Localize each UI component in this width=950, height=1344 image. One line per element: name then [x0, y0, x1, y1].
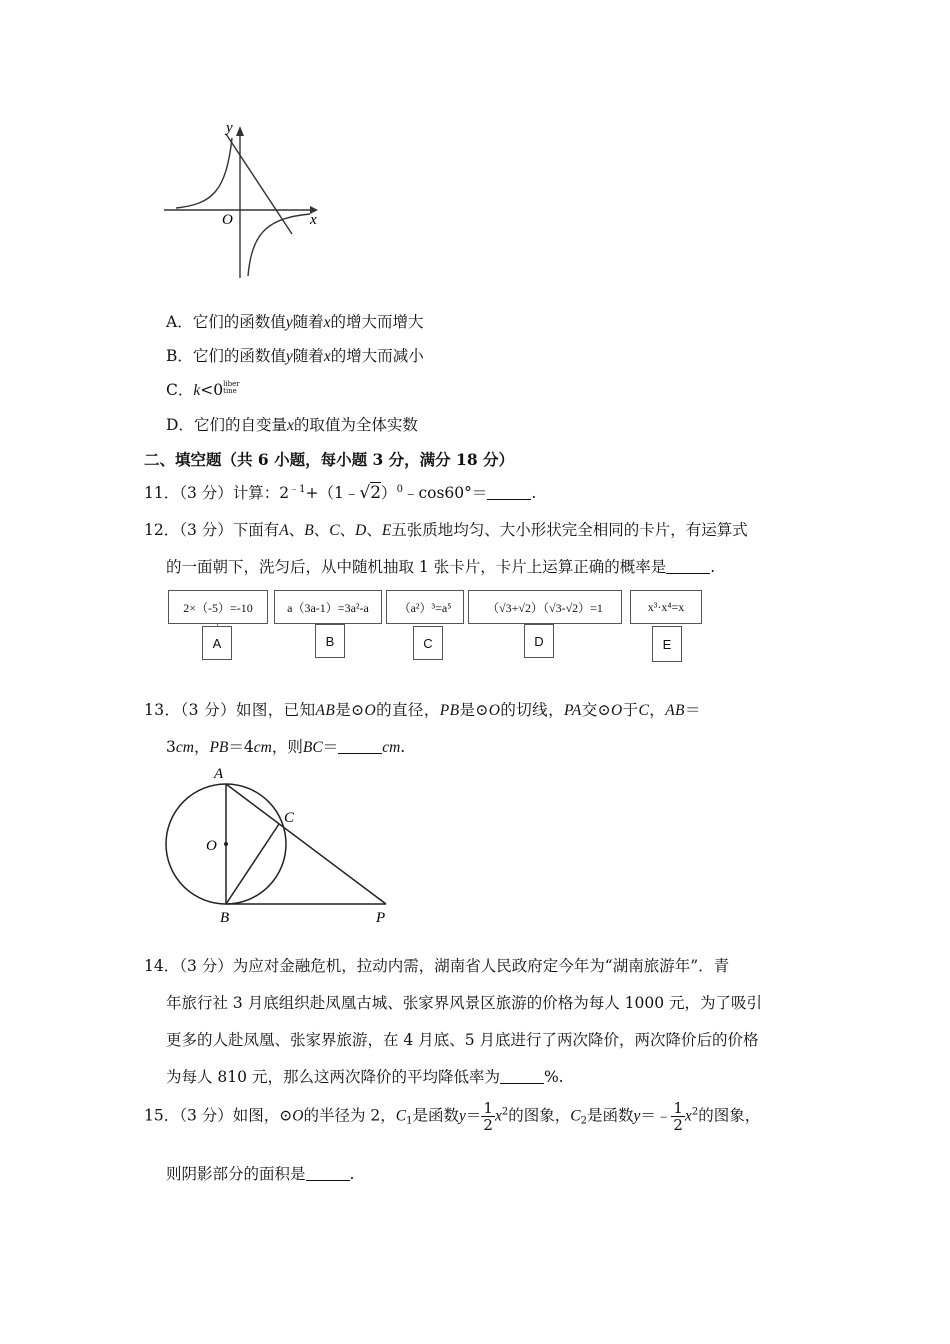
function-graph [160, 118, 330, 283]
option-b[interactable]: B．它们的函数值y随着x的增大而减小 [166, 347, 424, 365]
answer-blank[interactable] [487, 485, 531, 500]
label-b: B [220, 910, 230, 926]
x-axis-label: x [310, 212, 317, 228]
card-d-label: D [524, 624, 554, 658]
card-e-label: E [652, 626, 682, 662]
card-d-expression: （√3+√2）（√3-√2）=1 [468, 590, 622, 624]
card-e-expression: x³·x⁴=x [630, 590, 702, 624]
question-14-line1: 14．（3 分）为应对金融危机，拉动内需，湖南省人民政府定今年为“湖南旅游年”．青 [144, 957, 730, 975]
fraction: $\frac{1}{2}$ [483, 1099, 493, 1134]
option-c[interactable]: C．k<0 liber tine [166, 380, 240, 399]
question-15-line1: 15．（3 分）如图，⊙O的半径为 2，$C_1$是函数y＝ $\frac{1}{2}$ $x^2$的图象，$C_2$是函数y＝﹣ $\frac{1}{2}$ $x^2$的图象， [144, 1099, 761, 1134]
card-b-expression: a（3a-1）=3a²-a [274, 590, 382, 624]
question-13-line1: 13．（3 分）如图，已知AB是⊙O的直径，PB是⊙O的切线，PA交⊙O于C，AB＝ [144, 701, 701, 719]
origin-label: O [222, 212, 233, 228]
question-11: 11．（3 分）计算：$2^{﹣1}+(1﹣√2)^0﹣\cos 60^\circ=$ . [144, 483, 537, 503]
card-c-expression: （a²）³=a⁵ [386, 590, 464, 624]
question-12-line2: 的一面朝下，洗匀后，从中随机抽取 1 张卡片，卡片上运算正确的概率是 . [166, 558, 716, 576]
y-axis-arrow [236, 126, 244, 136]
question-13-line2: 3cm，PB＝4cm，则BC＝ cm. [166, 738, 406, 756]
label-c: C [284, 810, 295, 826]
fraction: $\frac{1}{2}$ [673, 1099, 683, 1134]
hyperbola-branch-right [248, 214, 310, 276]
linear-function-line [226, 134, 292, 234]
option-d[interactable]: D．它们的自变量x的取值为全体实数 [166, 416, 418, 434]
question-14-line3: 更多的人赴凤凰、张家界旅游，在 4 月底、5 月底进行了两次降价，两次降价后的价格 [166, 1031, 759, 1049]
answer-blank[interactable] [666, 559, 710, 574]
text-artifact: liber tine [223, 380, 240, 395]
answer-blank[interactable] [306, 1166, 350, 1181]
y-axis-label: y [226, 120, 233, 136]
answer-blank[interactable] [500, 1069, 544, 1084]
card-c-label: C [413, 626, 443, 660]
card-b-label: B [315, 624, 345, 658]
label-o: O [206, 838, 217, 854]
question-14-line4: 为每人 810 元，那么这两次降价的平均降低率为 %. [166, 1068, 564, 1086]
question-15-line2: 则阴影部分的面积是 . [166, 1165, 355, 1183]
sqrt-symbol: √ [359, 483, 371, 503]
section-title: 二、填空题（共 6 小题，每小题 3 分，满分 18 分） [144, 450, 515, 469]
question-14-line2: 年旅行社 3 月底组织赴凤凰古城、张家界风景区旅游的价格为每人 1000 元，为了吸引 [166, 994, 763, 1012]
circle-tangent-figure [160, 762, 400, 930]
chord-bc [226, 824, 279, 904]
card-a-label: A [202, 626, 232, 660]
secant-pa [226, 784, 386, 904]
card-a-expression: 2×（-5）=-10 [168, 590, 268, 624]
label-a: A [214, 766, 224, 782]
center-dot [224, 842, 228, 846]
answer-blank[interactable] [338, 739, 382, 754]
question-12-line1: 12．（3 分）下面有A、B、C、D、E五张质地均匀、大小形状完全相同的卡片，有运算式 [144, 521, 748, 539]
option-a[interactable]: A．它们的函数值y随着x的增大而增大 [166, 313, 424, 331]
label-p: P [376, 910, 386, 926]
hyperbola-branch-left [176, 138, 232, 208]
